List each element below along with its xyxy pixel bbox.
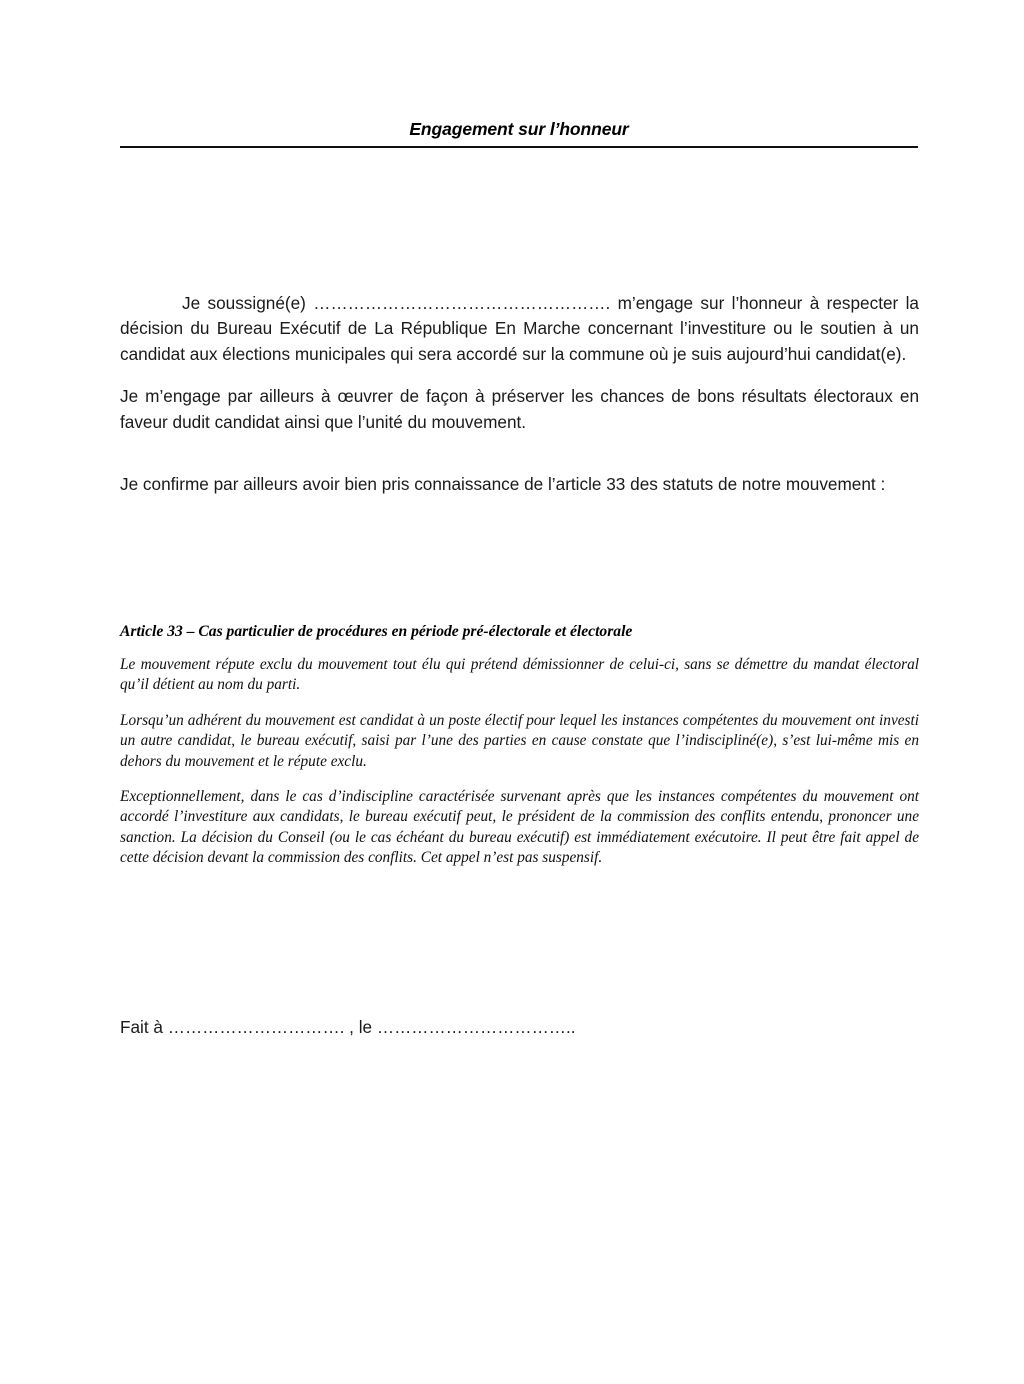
signature-section — [120, 1015, 919, 1040]
body-paragraph-declaration: Je soussigné(e) ……………………………………………. m’engage sur l’honneur à respecter la décision du Bureau Exécutif de La République En Marche concernant l’investiture ou le soutien à un candidat aux élections municipales qui sera accordé sur la commune où je suis aujourd’hui candidat(e). — [120, 293, 919, 364]
article-paragraph-3: Exceptionnellement, dans le cas d’indiscipline caractérisée survenant après que les instances compétentes du mouvement ont accordé l’investiture aux candidats, le bureau exécutif peut, le président de la commission des conflits entendu, prononcer une sanction. La décision du Conseil (ou le cas échéant du bureau exécutif) est immédiatement exécutoire. Il peut être fait appel de cette décision devant la commission des conflits. Cet appel n’est pas suspensif. — [120, 788, 919, 867]
signature-place-date-line: Fait à …………………………. , le …………………………….. — [120, 1017, 576, 1037]
article-33-section — [120, 622, 919, 869]
header-divider — [120, 146, 918, 148]
body-paragraph-confirmation: Je confirme par ailleurs avoir bien pris connaissance de l’article 33 des statuts de notre mouvement : — [120, 474, 886, 495]
body-paragraph-commitment: Je m’engage par ailleurs à œuvrer de façon à préserver les chances de bons résultats électoraux en faveur dudit candidat ainsi que l’unité du mouvement. — [120, 386, 919, 432]
document-header — [120, 118, 918, 156]
article-heading: Article 33 – Cas particulier de procédures en période pré-électorale et électorale — [120, 623, 633, 640]
page-title: Engagement sur l’honneur — [409, 119, 629, 139]
article-paragraph-2: Lorsqu’un adhérent du mouvement est candidat à un poste électif pour lequel les instances compétentes du mouvement ont investi un autre candidat, le bureau exécutif, saisi par l’une des parties en cause constate que l’indiscipliné(e), s’est lui-même mis en dehors du mouvement et le répute exclu. — [120, 711, 919, 770]
body-text-section — [120, 291, 919, 497]
article-paragraph-1: Le mouvement répute exclu du mouvement tout élu qui prétend démissionner de celui-ci, sans se démettre du mandat électoral qu’il détient au nom du parti. — [120, 656, 919, 694]
